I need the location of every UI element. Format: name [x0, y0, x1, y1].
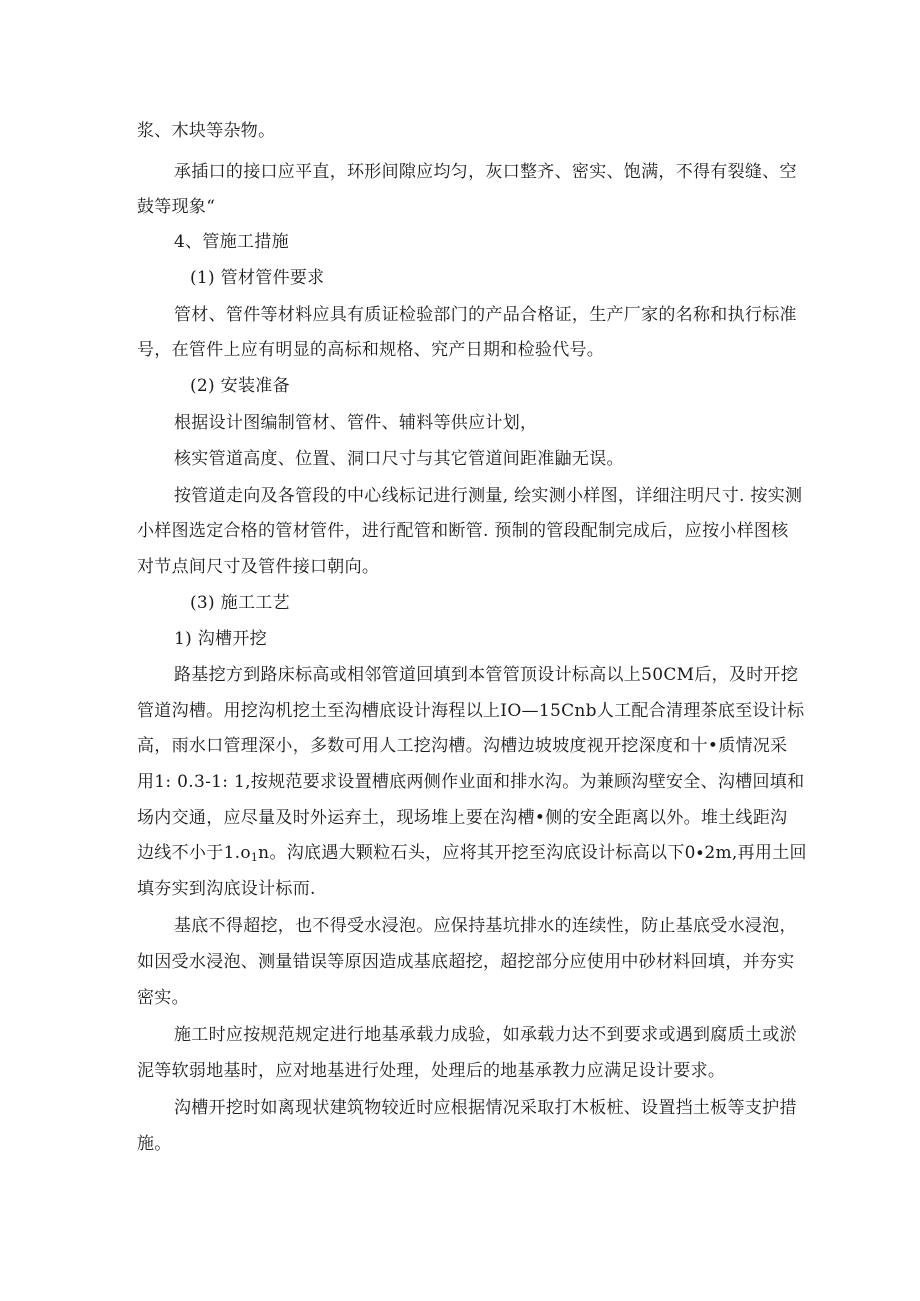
text-line: 核实管道高度、位置、洞口尺寸与其它管道间距准鼬无误。 [174, 449, 624, 469]
subscript: 1 [250, 851, 259, 864]
text-line: 浆、木块等杂物。 [137, 121, 276, 141]
section-heading: 4、管施工措施 [174, 232, 289, 252]
text-fragment: 边线不小于1.o [137, 843, 251, 863]
text-line: 根据设计图编制管材、管件、辅料等供应计划， [174, 413, 538, 433]
text-line: 填夯实到沟底设计标而. [137, 879, 316, 899]
subsection-heading: (1) 管材管件要求 [190, 268, 325, 288]
text-line: 管道沟槽。用挖沟机挖土至沟槽底设计海程以上IO—15Cnb人工配合清理茶底至设计标 [137, 701, 805, 721]
text-line: 沟槽开挖时如离现状建筑物较近时应根据情况采取打木板桩、设置挡土板等支护措 [174, 1098, 797, 1118]
text-line [137, 841, 807, 870]
text-line: 对节点间尺寸及管件接口朝向。 [137, 557, 380, 577]
text-line: 场内交通，应尽量及时外运弃土，现场堆上要在沟槽•侧的安全距离以外。堆土线距沟 [137, 808, 788, 828]
text-line: 用1: 0.3-1: 1,按规范要求设置槽底两侧作业面和排水沟。为兼顾沟壁安全、沟槽回填和 [137, 772, 805, 792]
text-line: 路基挖方到路床标高或相邻管道回填到本管管顶设计标高以上50CM后，及时开挖 [174, 665, 799, 685]
text-line: 鼓等现象“ [137, 197, 216, 217]
text-line: 密实。 [137, 988, 189, 1008]
text-line: 施。 [137, 1134, 172, 1154]
text-line: 承插口的接口应平直，环形间隙应均匀，灰口整齐、密实、饱满，不得有裂缝、空 [174, 162, 797, 182]
subsection-heading: (2) 安装准备 [190, 376, 290, 396]
sub-subsection-heading: 1) 沟槽开挖 [174, 629, 267, 649]
text-line: 高，雨水口管理深小，多数可用人工挖沟槽。沟槽边坡坡度视开挖深度和十•质情况采 [137, 736, 788, 756]
text-fragment: n。沟底遇大颗粒石头，应将其开挖至沟底设计标高以下0∙2m,再用土回 [258, 843, 807, 863]
text-line: 泥等软弱地基时，应对地基进行处理，处理后的地基承教力应满足设计要求。 [137, 1061, 726, 1081]
text-line: 施工时应按规范规定进行地基承载力成验，如承载力达不到要求或遇到腐质土或淤 [174, 1025, 797, 1045]
text-line: 号，在管件上应有明显的高标和规格、究产日期和检验代号。 [137, 340, 605, 360]
text-line: 如因受水浸泡、测量错误等原因造成基底超挖，超挖部分应使用中砂材料回填，并夯实 [137, 952, 795, 972]
text-line: 基底不得超挖，也不得受水浸泡。应保持基坑排水的连续性，防止基底受水浸泡， [174, 916, 797, 936]
subsection-heading: (3) 施工工艺 [190, 593, 290, 613]
text-line: 按管道走向及各管段的中心线标记进行测量, 绘实测小样图，详细注明尺寸. 按实测 [174, 486, 803, 506]
text-line: 小样图选定合格的管材管件，进行配管和断管. 预制的管段配制完成后，应按小样图核 [137, 521, 789, 541]
text-line: 管材、管件等材料应具有质证检验部门的产品合格证，生产厂家的名称和执行标准 [174, 305, 797, 325]
